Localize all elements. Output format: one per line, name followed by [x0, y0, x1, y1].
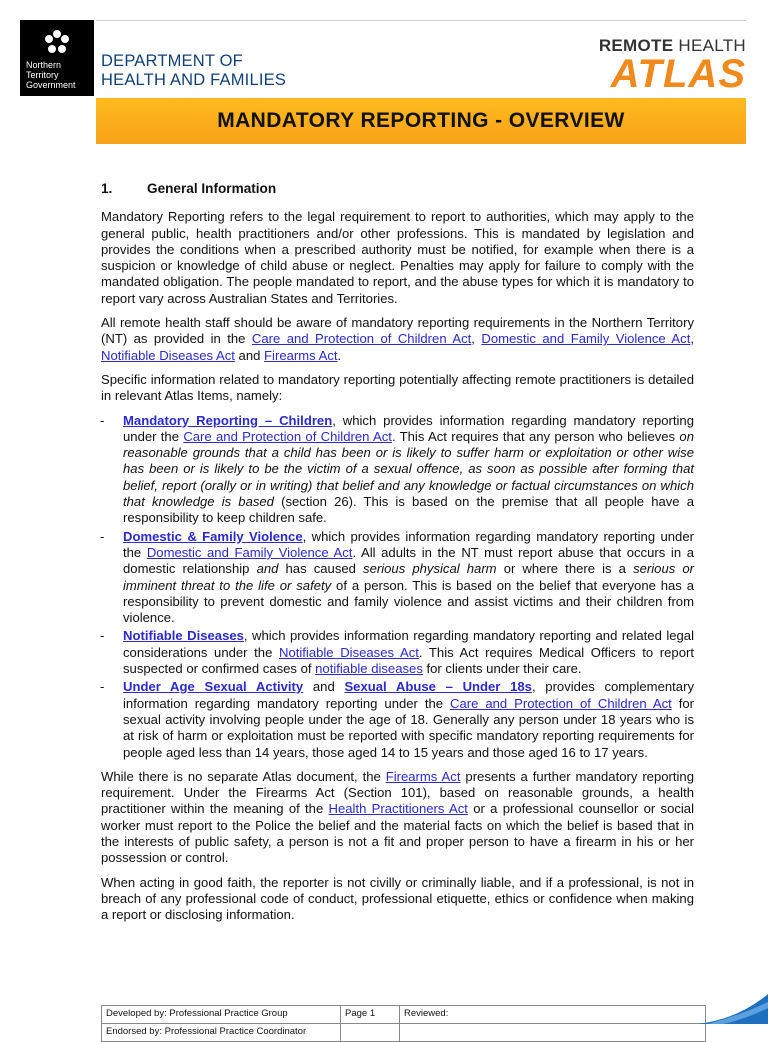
text: has caused — [278, 561, 364, 577]
section-number: 1. — [101, 181, 113, 196]
list-item — [101, 413, 694, 527]
text: . This Act requires Medical Officers to report suspected or confirmed cases of — [123, 644, 694, 677]
link-notifiable-diseases-list[interactable]: notifiable diseases — [315, 661, 423, 677]
link-care-protection-act[interactable]: Care and Protection of Children Act — [183, 428, 392, 444]
text: for sexual activity involving people under the age of 18. Generally any person under 18 years who is at risk of harm or exploitation must be reported with specific mandatory reporting requirements for people aged less than 14 years, those aged 14 to 15 years and those aged 16 to 17 years. — [123, 695, 695, 760]
link-care-protection-act[interactable]: Care and Protection of Children Act — [450, 695, 672, 711]
text: , which provides information regarding mandatory reporting and related legal considerations under the — [123, 628, 695, 660]
text: . All adults in the NT must report abuse that occurs in a domestic relationship — [123, 544, 694, 577]
list-item — [101, 628, 694, 677]
flower-icon — [42, 28, 72, 58]
text: of a person. This is based on the belief that everyone has a responsibility to prevent domestic and family violence and assist victims and their children from violence. — [123, 577, 694, 626]
logo-line: Northern — [26, 60, 62, 70]
section-title: General Information — [147, 181, 277, 196]
document-body — [101, 181, 694, 931]
text: and — [303, 679, 345, 695]
text: and — [234, 347, 265, 363]
paragraph-acts — [101, 315, 694, 364]
text: or a professional counsellor or social worker must report to the Police the belief and the material facts on which the belief is based that in the interests of public safety, a person is not a fit and proper person to have a firearm in his or her possession or control. — [101, 801, 694, 866]
italic-text: on reasonable grounds that a child has been or is likely to suffer harm or exploitation or other wise has been or is likely to be the victim of a sexual offence, as soon as possible after forming that belief, report (orally or in writing) that belief and any knowledge or factual circumstances on which that knowledge is based — [123, 428, 694, 510]
link-domestic-violence-act[interactable]: Domestic and Family Violence Act — [146, 544, 353, 560]
link-domestic-violence-act[interactable]: Domestic and Family Violence Act — [481, 331, 691, 347]
text: , provides complementary information regarding mandatory reporting under the — [123, 679, 694, 711]
text: . This Act requires that any person who believes — [391, 428, 680, 444]
footer-endorsed: Endorsed by: Professional Practice Coordinator — [102, 1024, 341, 1042]
list-item — [101, 529, 694, 627]
text: presents a further mandatory reporting requirement. Under the Firearms Act (Section 101), based on reasonable grounds, a health practitioner within the meaning of the — [101, 768, 694, 817]
nt-government-logo — [20, 20, 94, 96]
text: , which provides information regarding mandatory reporting under the — [123, 412, 695, 444]
header-rule — [96, 20, 746, 21]
text: , — [471, 331, 482, 347]
text: While there is no separate Atlas document, the — [101, 768, 386, 784]
italic-text: serious physical harm — [363, 561, 497, 577]
link-notifiable-diseases-act[interactable]: Notifiable Diseases Act — [101, 347, 235, 363]
logo-line: Government — [26, 80, 76, 90]
link-domestic-family-violence[interactable]: Domestic & Family Violence — [123, 528, 303, 544]
paragraph-intro: Mandatory Reporting refers to the legal requirement to report to authorities, which may apply to the general public, health practitioners and/or other professions. This is mandated by legislation and provides the conditions when a prescribed authority must be notified, for example when there is a suspicion or knowledge of child abuse or neglect. Penalties may apply for failure to comply with the mandated obligation. The people mandated to report, and the abuse types for which it is mandatory to report vary across Australian States and Territories. — [101, 209, 694, 306]
link-notifiable-diseases-act[interactable]: Notifiable Diseases Act — [279, 644, 419, 660]
link-under-age-sexual-activity[interactable]: Under Age Sexual Activity — [123, 679, 304, 695]
section-heading — [101, 181, 694, 197]
footer-page: Page 1 — [341, 1006, 400, 1024]
corner-swoosh-decoration — [698, 994, 768, 1024]
atlas-subtitle-light: HEALTH — [673, 36, 746, 55]
dept-line-1: DEPARTMENT OF — [101, 52, 243, 70]
link-sexual-abuse-under-18s[interactable]: Sexual Abuse – Under 18s — [344, 679, 532, 695]
text: , which provides information regarding mandatory reporting under the — [123, 528, 694, 560]
italic-text: serious or imminent threat to the life or safety — [123, 561, 695, 593]
paragraph-specific: Specific information related to mandatory reporting potentially affecting remote practitioners is detailed in relevant Atlas Items, namely: — [101, 371, 694, 404]
remote-health-atlas-logo — [600, 36, 746, 96]
title-banner — [96, 98, 746, 144]
atlas-subtitle-bold: REMOTE — [598, 36, 674, 55]
italic-text: and — [256, 561, 279, 577]
list-item — [101, 679, 694, 760]
text: , — [690, 331, 694, 347]
text: for clients under their care. — [422, 661, 582, 677]
link-mandatory-reporting-children[interactable]: Mandatory Reporting – Children — [123, 412, 333, 428]
footer-empty — [341, 1024, 400, 1042]
link-care-protection-act[interactable]: Care and Protection of Children Act — [251, 331, 472, 347]
text: . — [337, 347, 342, 363]
footer-empty — [400, 1024, 706, 1042]
department-name — [101, 52, 286, 90]
logo-line: Territory — [26, 70, 59, 80]
footer-reviewed: Reviewed: — [400, 1006, 706, 1024]
link-notifiable-diseases[interactable]: Notifiable Diseases — [123, 628, 244, 644]
page-title: MANDATORY REPORTING - OVERVIEW — [217, 109, 625, 132]
link-health-practitioners-act[interactable]: Health Practitioners Act — [328, 801, 468, 817]
dept-line-2: HEALTH AND FAMILIES — [101, 71, 287, 89]
atlas-wordmark: ATLAS — [610, 52, 746, 96]
text: All remote health staff should be aware of mandatory reporting requirements in the Northern Territory (NT) as provided in the — [101, 315, 694, 347]
link-firearms-act[interactable]: Firearms Act — [385, 768, 461, 784]
link-firearms-act[interactable]: Firearms Act — [264, 347, 338, 363]
paragraph-good-faith: When acting in good faith, the reporter is not civilly or criminally liable, and if a professional, is not in breach of any professional code of conduct, professional etiquette, ethics or confidence when making a report or disclosing information. — [101, 874, 694, 923]
text: or where there is a — [496, 561, 634, 577]
footer-developed: Developed by: Professional Practice Group — [102, 1006, 341, 1024]
paragraph-firearms — [101, 769, 694, 867]
text: (section 26). This is based on the premise that all people have a responsibility to keep children safe. — [123, 494, 694, 526]
atlas-items-list — [101, 413, 694, 761]
